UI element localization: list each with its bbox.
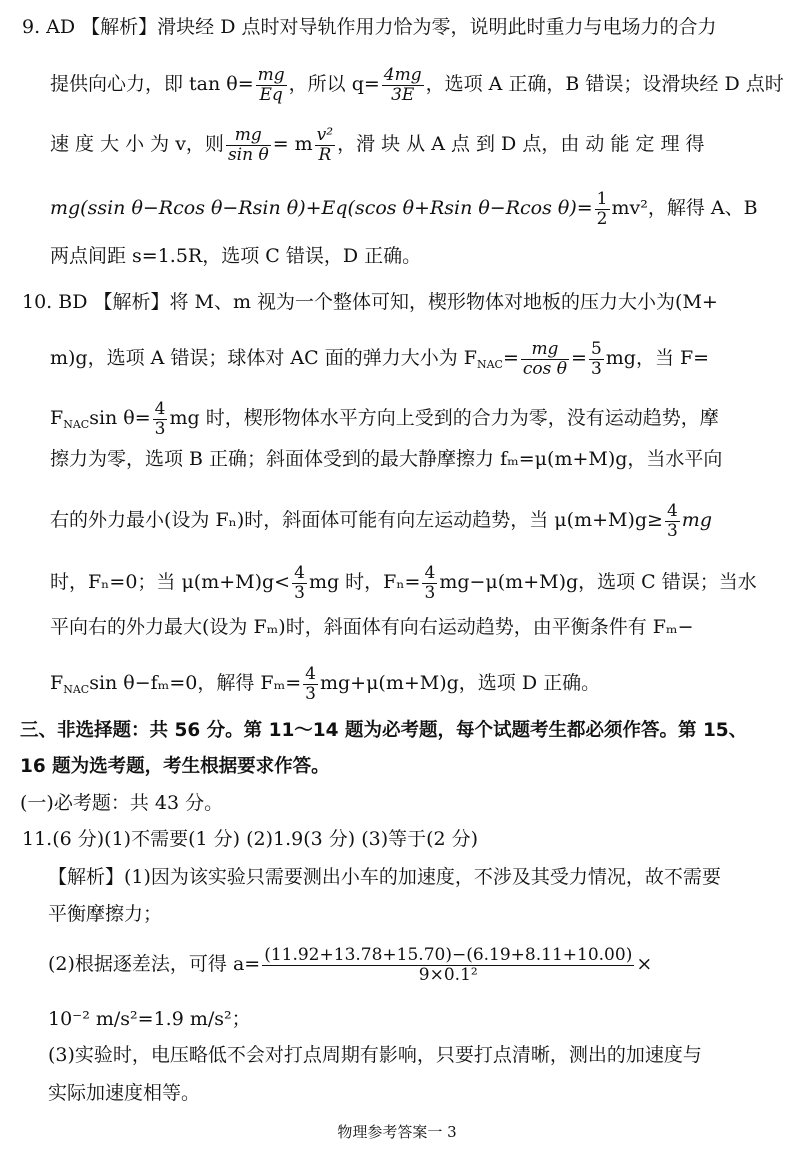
fraction: $\frac{5}{3}$ xyxy=(590,339,602,379)
fraction: $\frac{4mg}{3E}$ xyxy=(383,65,422,105)
section-3-heading-line-1: 三、非选择题：共 56 分。第 11～14 题为必考题，每个试题考生都必须作答。第 15、 xyxy=(20,720,748,741)
fraction: $\frac{mg}{Eq}$ xyxy=(257,65,285,105)
q9-line-5: 两点间距 s=1.5R，选项 C 错误，D 正确。 xyxy=(50,245,422,267)
fraction: $\frac{(11.92+13.78+15.70)-(6.19+8.11+10.00)}{\text{9×0.1²}}$ xyxy=(264,945,633,985)
fraction: $\frac{4}{3}$ xyxy=(666,501,678,541)
fraction: $\frac{1}{2}$ xyxy=(596,189,608,229)
q11-line-4: (2)根据逐差法，可得 a= $\frac{(11.92+13.78+15.70)-(6.19+8.11+10.00)}{\text{9×0.1²}}$ × xyxy=(48,945,653,985)
q10-line-5: 右的外力最小(设为 Fₙ)时，斜面体可能有向左运动趋势，当 μ(m+M)g≥ $\frac{4}{3}$ mg xyxy=(50,501,712,541)
fraction: $\frac{4}{3}$ xyxy=(154,399,166,439)
q11-line-3: 平衡摩擦力； xyxy=(48,903,163,925)
q9-line-2: 提供向心力，即 tan θ= $\frac{mg}{Eq}$ ，所以 q= $\frac{4mg}{3E}$ ，选项 A 正确，B 错误；设滑块经 D 点时 xyxy=(50,65,784,105)
q10-line-6: 时，Fₙ=0；当 μ(m+M)g< $\frac{4}{3}$ mg 时，Fₙ= $\frac{4}{3}$ mg−μ(m+M)g，选项 C 错误；当水 xyxy=(50,563,757,603)
required-questions-heading: (一)必考题：共 43 分。 xyxy=(20,792,224,814)
fraction: $\frac{mg}{\text{cos θ}}$ xyxy=(522,339,568,379)
q10-line-1: 10. BD 【解析】将 M、m 视为一个整体可知，楔形物体对地板的压力大小为(M+ xyxy=(22,291,718,313)
section-3-heading-line-2: 16 题为选考题，考生根据要求作答。 xyxy=(20,756,330,777)
q10-line-4: 擦力为零，选项 B 正确；斜面体受到的最大静摩擦力 fₘ=μ(m+M)g，当水平向 xyxy=(50,448,723,470)
q11-line-5: 10⁻² m/s²=1.9 m/s²； xyxy=(48,1008,251,1030)
q11-line-1: 11.(6 分)(1)不需要(1 分) (2)1.9(3 分) (3)等于(2 分) xyxy=(22,828,479,850)
q11-line-6: (3)实验时，电压略低不会对打点周期有影响，只要打点清晰，测出的加速度与 xyxy=(48,1044,702,1066)
page-footer: 物理参考答案一 3 xyxy=(337,1123,457,1141)
fraction: $\frac{4}{3}$ xyxy=(294,563,305,603)
q9-line-3: 速 度 大 小 为 v，则 $\frac{mg}{\text{sin θ}}$ = m $\frac{\text{v²}}{R}$ ，滑 块 从 A 点 到 D 点，由 动 能 定 理 得 xyxy=(50,125,705,165)
q10-line-2: m)g，选项 A 错误；球体对 AC 面的弹力大小为 $F_{NAC}=$ $\frac{mg}{\text{cos θ}}$ = $\frac{5}{3}$ mg，当 F= xyxy=(50,339,710,379)
fraction: $\frac{mg}{\text{sin θ}}$ xyxy=(227,125,269,165)
q11-line-2: 【解析】(1)因为该实验只需要测出小车的加速度，不涉及其受力情况，故不需要 xyxy=(48,866,721,888)
q9-line-4: mg(ssin θ−Rcos θ−Rsin θ)+Eq(scos θ+Rsin θ−Rcos θ)= $\frac{1}{2}$ mv²，解得 A、B xyxy=(50,189,758,229)
q11-line-7: 实际加速度相等。 xyxy=(48,1082,201,1104)
q10-line-3: $F_{NAC}\sin$ θ= $\frac{4}{3}$ mg 时，楔形物体水平方向上受到的合力为零，没有运动趋势，摩 xyxy=(50,399,719,439)
fraction: $\frac{4}{3}$ xyxy=(424,563,436,603)
q10-line-7: 平向右的外力最大(设为 Fₘ)时，斜面体有向右运动趋势，由平衡条件有 Fₘ− xyxy=(50,616,694,638)
fraction: $\frac{4}{3}$ xyxy=(305,664,316,704)
fraction: $\frac{\text{v²}}{R}$ xyxy=(316,125,334,165)
q9-line-1: 9. AD 【解析】滑块经 D 点时对导轨作用力恰为零，说明此时重力与电场力的合力 xyxy=(22,16,717,38)
q10-line-8: $F_{NAC}\sin$ θ−fₘ=0，解得 Fₘ= $\frac{4}{3}$ mg+μ(m+M)g，选项 D 正确。 xyxy=(50,664,601,704)
